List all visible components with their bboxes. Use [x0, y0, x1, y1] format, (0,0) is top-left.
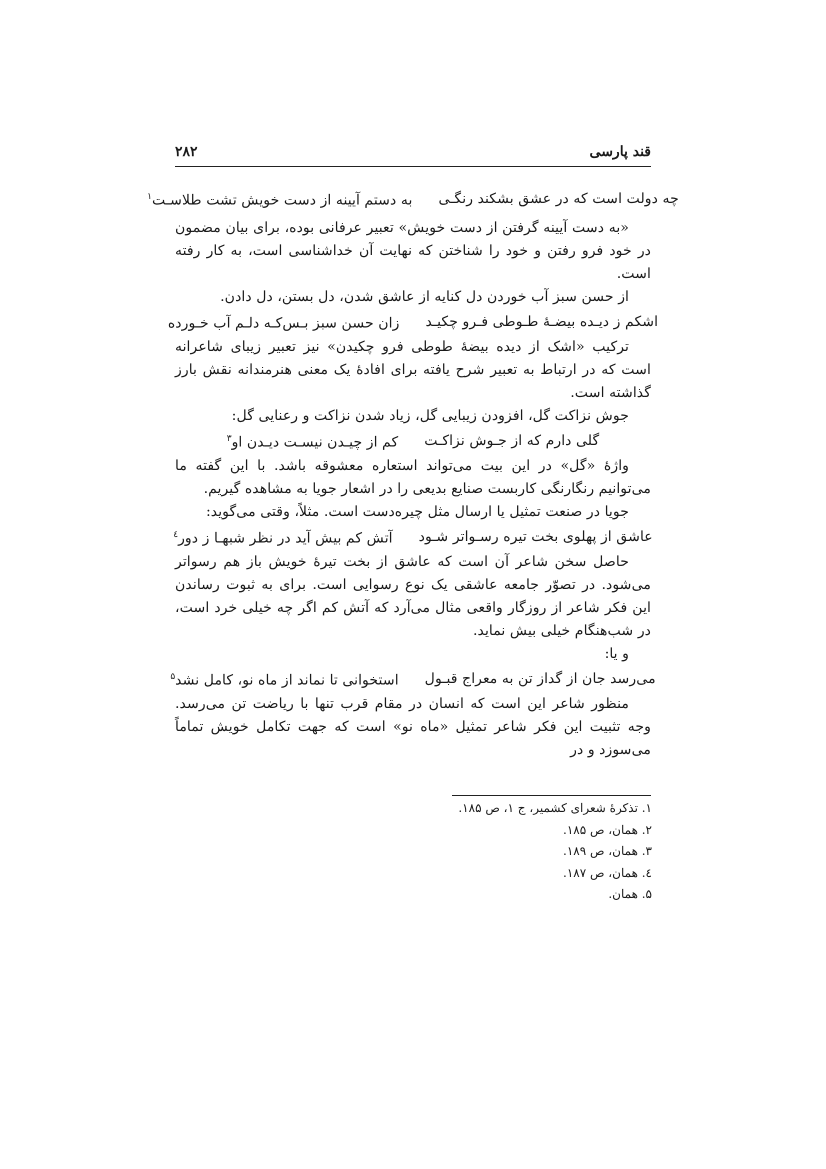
footnote-ref-1[interactable]: ۱: [147, 192, 152, 203]
verse-1: [147, 186, 679, 213]
verse-5-hemistich-2: استخوانی تا نماند از ماه نو، کامل نشد$^۵$: [170, 672, 399, 689]
verse-2: [167, 309, 659, 336]
page-number: ۲۸۲: [175, 144, 198, 160]
verse-2-hemistich-1: اشکم ز دیـده بیضـهٔ طـوطی فـرو چکیـد: [425, 314, 659, 330]
verse-4-hemistich-1: عاشق از پهلوی بخت تیره رسـواتر شـود: [418, 529, 653, 545]
journal-title: قند پارسی: [589, 144, 651, 160]
running-header: [175, 142, 651, 167]
footnote-item: ۳. همان، ص ۱۸۹.: [563, 844, 652, 858]
main-text: [147, 186, 679, 762]
footnote-item: ٤. همان، ص ۱۸۷.: [563, 865, 652, 880]
verse-4: [175, 524, 651, 551]
paragraph-2: از حسن سبز آب خوردن دل کنایه از عاشق شدن، دل بستن، دل دادن.: [220, 289, 629, 305]
verse-1-hemistich-2: به دستم آیینه از دست خویش تشت طلاسـت$^۱$: [147, 192, 413, 209]
paragraph-8: و یا:: [604, 646, 629, 662]
footnote-item: ۵. همان.: [608, 887, 652, 901]
paragraph-6: جویا در صنعت تمثیل یا ارسال مثل چیره‌دست است. مثلاً، وقتی می‌گوید:: [206, 504, 629, 520]
footnotes: [452, 798, 652, 906]
footnote-ref-4[interactable]: ٤: [173, 530, 179, 541]
paragraph-5: واژهٔ «گل» در این بیت می‌تواند استعاره معشوقه باشد. با این گفته ما می‌توانیم رنگارنگی کاربست صنایع بدیعی را در اشعار جویا به مشاهده گیریم.: [175, 458, 651, 497]
paragraph-4: جوش نزاکت گل، افزودن زیبایی گل، زیاد شدن نزاکت و رعنایی گل:: [231, 408, 629, 424]
verse-5-hemistich-1: می‌رسد جان از گداز تن به معراج قبـول: [424, 671, 656, 687]
verse-5: [170, 666, 656, 693]
footnote-ref-3[interactable]: ۳: [226, 434, 232, 445]
verse-1-hemistich-1: چه دولت است که در عشق بشکند رنگـی: [438, 191, 679, 207]
footnote-ref-5[interactable]: ۵: [170, 672, 176, 683]
paragraph-1: «به دست آیینه گرفتن از دست خویش» تعبیر عرفانی بوده، برای بیان مضمون در خود فرو رفتن و خود را شناختن که نهایت آن خداشناسی است، به کار رفته است.: [175, 220, 651, 282]
paragraph-3: ترکیب «اشک از دیده بیضهٔ طوطی فرو چکیدن» نیز تعبیر زیبای شاعرانه است که در ارتباط به تعبیر شرح یافته برای افادهٔ یک معنی هنرمندانه نقش بارز گذاشته است.: [175, 339, 651, 401]
footnote-item: ۲. همان، ص ۱۸۵.: [563, 822, 652, 837]
verse-3: [175, 428, 651, 455]
paragraph-7: حاصل سخن شاعر آن است که عاشق از بخت تیرهٔ خویش باز هم رسواتر می‌شود. در تصوّر جامعه عاشقی یک نوع رسوایی است. برای به ثبوت رساندن این فکر شاعر از روزگار واقعی مثال می‌آرد که آتش کم اگر چه خیلی خرد است، در شب‌هنگام خیلی بیش نماید.: [175, 554, 651, 639]
footnote-divider: [452, 795, 651, 796]
verse-3-hemistich-1: گلی دارم که از جـوش نزاکـت: [424, 433, 600, 449]
verse-2-hemistich-2: زان حسن سبز بـس‌کـه دلـم آب خـورده: [167, 315, 400, 332]
paragraph-9: منظور شاعر این است که انسان در مقام قرب تنها با ریاضت تن می‌رسد. وجه تثبیت این فکر شاعر تمثیل «ماه نو» است که جهت تکامل خویش تماماً می‌سوزد و در: [175, 696, 651, 758]
footnote-item: ۱. تذکرهٔ شعرای کشمیر، ج ۱، ص ۱۸۵.: [458, 801, 652, 815]
verse-3-hemistich-2: کم از چیـدن نیسـت دیـدن او$^۳$: [226, 434, 399, 451]
verse-4-hemistich-2: آتش کم بیش آید در نظر شبهـا ز دور$^٤$: [173, 530, 393, 547]
